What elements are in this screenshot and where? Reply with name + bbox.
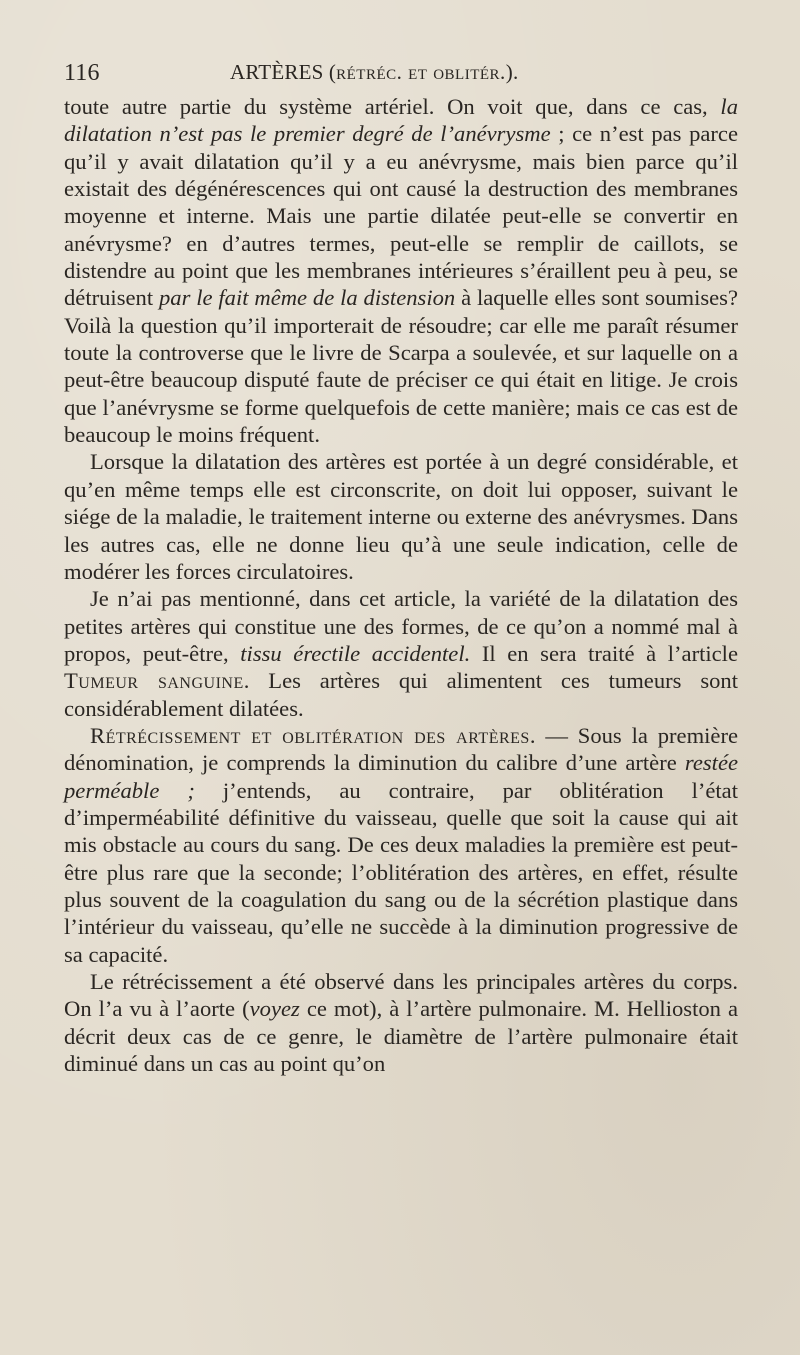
running-head-paren-close: ). <box>505 60 519 84</box>
italic-phrase: par le fait même de la distension <box>158 285 456 311</box>
italic-phrase: la dilatation n’est pas le premier degré de l’anévrysme <box>64 94 738 147</box>
text-run: Je n’ai pas mentionné, dans cet article, la variété de la dilatation des petites artères qui constitue une des formes, de ce qu’on a nommé mal à propos, peut-être, <box>64 586 738 666</box>
paragraph-dilatation-treatment <box>64 448 738 585</box>
running-head-paren-open: ( <box>323 60 337 84</box>
text-run: ce mot), à l’artère pulmonaire. M. Hellioston a décrit deux cas de ce genre, le diamètre de l’artère pulmonaire était diminué dans un cas au point qu’on <box>64 996 738 1077</box>
italic-phrase: voyez <box>249 996 300 1022</box>
text-run: Lorsque la dilatation des artères est portée à un degré considérable, et qu’en même temps elle est circonscrite, on doit lui opposer, suivant le siége de la maladie, le traitement interne ou externe des anévrysmes. Dans les autres cas, elle ne donne lieu qu’à une seule indication, celle de modérer les forces circulatoires. <box>64 449 738 584</box>
text-run: à laquelle elles sont soumises? Voilà la question qu’il importerait de résoudre; car elle me paraît résumer toute la controverse que le livre de Scarpa a soulevée, et sur laquelle on a peut-être beaucoup disputé faute de préciser ce qui était en litige. Je crois que l’anévrysme se forme quelquefois de cette manière; mais ce cas est de beaucoup le moins fréquent. <box>64 285 739 448</box>
text-run: toute autre partie du système artériel. On voit que, dans ce cas, <box>64 94 721 119</box>
text-run: Le rétrécissement a été observé dans les principales artères du corps. On l’a vu à l’aorte ( <box>64 969 738 1022</box>
italic-phrase: restée perméable ; <box>64 750 738 803</box>
section-heading: Rétrécissement et oblitération des artères <box>90 722 530 748</box>
section-retrecissement <box>64 722 738 968</box>
text-run: . — Sous la première dénomination, je comprends la diminution du calibre d’une artère <box>64 722 738 776</box>
running-head-title: ARTÈRES <box>230 60 324 84</box>
text-run: Il en sera traité à l’article <box>470 640 738 666</box>
page-number: 116 <box>64 60 100 86</box>
paragraph-continuation <box>64 93 738 448</box>
paragraph-observations <box>64 968 738 1077</box>
text-run: j’entends, au contraire, par oblitération l’état d’imperméabilité définitive du vaisseau, quelle que soit la cause qui ait mis obstacle au cours du sang. De ces deux maladies la première est peut-être plus rare que la seconde; l’oblitération des artères, en effet, résulte plus souvent de la coagulation du sang ou de la sécrétion plastique dans l’intérieur du vaisseau, qu’elle ne succède à la diminution progressive de sa capacité. <box>64 777 738 967</box>
text-run: ; ce n’est pas parce qu’il y avait dilatation qu’il y a eu anévrysme, mais bien parce qu’il existait des dégénérescences qui ont causé la destruction des membranes moyenne et interne. Mais une partie dilatée peut-elle se convertir en anévrysme? en d’autres termes, peut-elle se remplir de caillots, se distendre au point que les membranes intérieures s’éraillent peu à peu, se détruisent <box>64 121 738 311</box>
paragraph-petites-arteres <box>64 585 738 722</box>
running-head <box>230 60 518 85</box>
page-body <box>64 93 738 1077</box>
text-run: . Les artères qui alimentent ces tumeurs sont considérablement dilatées. <box>64 668 738 721</box>
page-header <box>62 58 752 94</box>
running-head-subtitle: rétréc. et oblitér. <box>336 60 506 84</box>
cross-reference: Tumeur sanguine <box>64 668 244 694</box>
italic-phrase: tissu érectile accidentel. <box>240 640 471 666</box>
